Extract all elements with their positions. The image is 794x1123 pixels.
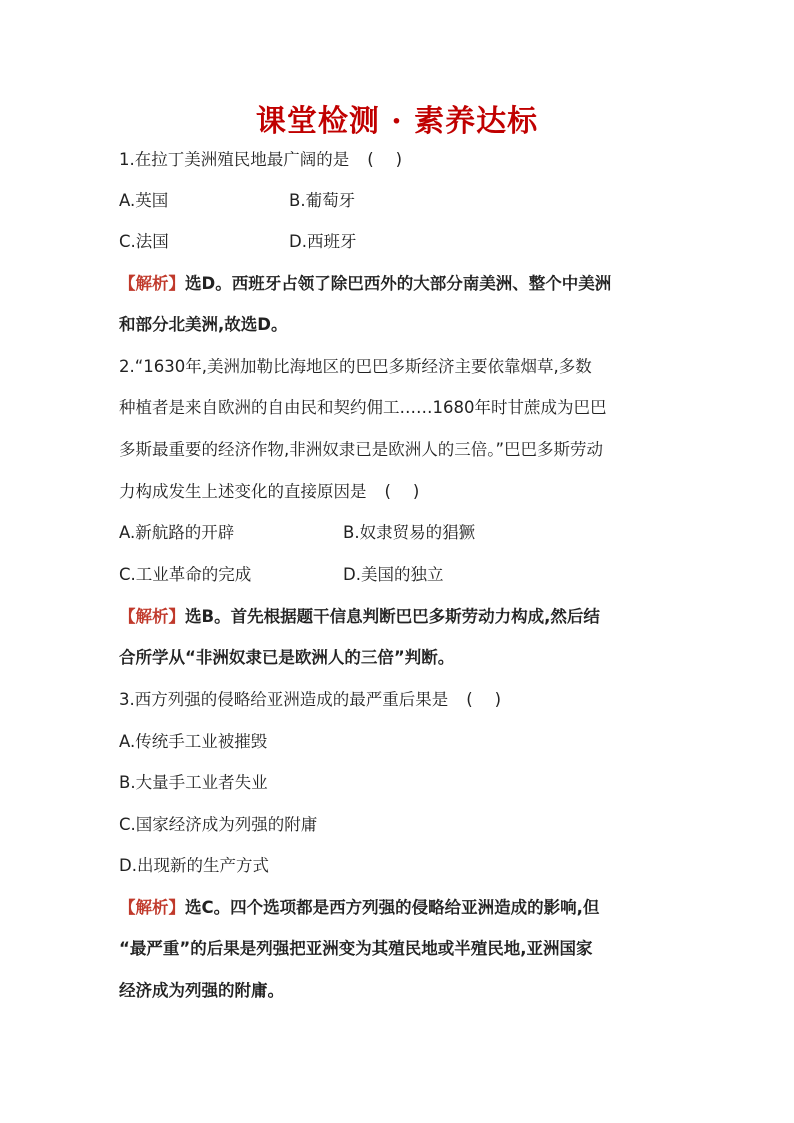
q2-option-a: A.新航路的开辟	[119, 523, 235, 542]
q2-option-b: B.奴隶贸易的猖獗	[343, 523, 476, 542]
q2-analysis-tag: 【解析】	[119, 607, 185, 626]
q1-answer-paren: ()	[367, 150, 425, 169]
q2-analysis-line-1	[119, 606, 600, 628]
q1-option-d: D.西班牙	[289, 232, 357, 251]
q1-analysis-line-1	[119, 273, 611, 295]
q3-analysis-line-3: 经济成为列强的附庸。	[119, 981, 284, 1000]
q3-analysis-tag: 【解析】	[119, 898, 185, 917]
q3-stem-text: 3.西方列强的侵略给亚洲造成的最严重后果是	[119, 690, 449, 709]
q1-analysis-text-1: 选D。西班牙占领了除巴西外的大部分南美洲、整个中美洲	[185, 274, 612, 293]
q2-stem-text-4: 力构成发生上述变化的直接原因是	[119, 482, 367, 501]
q2-stem-line-4	[119, 481, 441, 503]
page-title: 课堂检测 · 素养达标	[255, 104, 539, 139]
q2-analysis-line-2: 合所学从“非洲奴隶已是欧洲人的三倍”判断。	[119, 648, 455, 667]
q1-analysis-tag: 【解析】	[119, 274, 185, 293]
q2-option-d: D.美国的独立	[343, 565, 444, 584]
q3-analysis-line-2: “最严重”的后果是列强把亚洲变为其殖民地或半殖民地,亚洲国家	[119, 939, 593, 958]
q3-analysis-text-1: 选C。四个选项都是西方列强的侵略给亚洲造成的影响,但	[185, 898, 600, 917]
q2-answer-paren: ()	[384, 482, 442, 501]
q2-stem-line-3: 多斯最重要的经济作物,非洲奴隶已是欧洲人的三倍。”巴巴多斯劳动	[119, 440, 604, 459]
q2-option-c: C.工业革命的完成	[119, 565, 252, 584]
q3-analysis-line-1	[119, 897, 599, 919]
q3-option-d: D.出现新的生产方式	[119, 856, 269, 875]
q3-option-b: B.大量手工业者失业	[119, 773, 268, 792]
q1-option-a: A.英国	[119, 191, 169, 210]
q2-stem-line-1: 2.“1630年,美洲加勒比海地区的巴巴多斯经济主要依靠烟草,多数	[119, 357, 592, 376]
q3-option-a: A.传统手工业被摧毁	[119, 732, 268, 751]
q3-option-c: C.国家经济成为列强的附庸	[119, 815, 318, 834]
q1-analysis-line-2: 和部分北美洲,故选D。	[119, 315, 288, 334]
q3-answer-paren: ()	[466, 690, 524, 709]
q1-stem-text: 1.在拉丁美洲殖民地最广阔的是	[119, 150, 350, 169]
q3-stem	[119, 689, 523, 711]
q2-stem-line-2: 种植者是来自欧洲的自由民和契约佣工……1680年时甘蔗成为巴巴	[119, 398, 607, 417]
q1-option-b: B.葡萄牙	[289, 191, 356, 210]
q2-analysis-text-1: 选B。首先根据题干信息判断巴巴多斯劳动力构成,然后结	[185, 607, 600, 626]
q1-stem	[119, 149, 424, 171]
q1-option-c: C.法国	[119, 232, 169, 251]
